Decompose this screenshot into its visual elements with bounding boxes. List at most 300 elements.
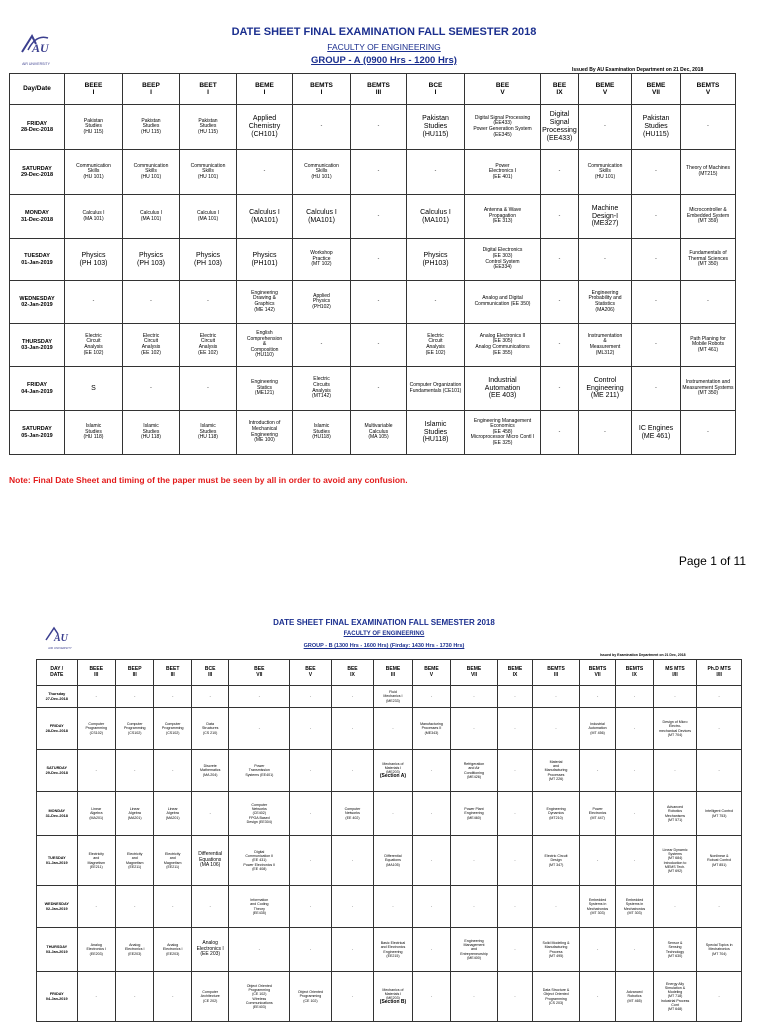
exam-cell: - [412, 686, 450, 708]
exam-cell: - [77, 750, 115, 792]
exam-cell: - [154, 750, 191, 792]
exam-cell: - [180, 367, 237, 411]
exam-cell: - [653, 750, 697, 792]
exam-cell: - [191, 886, 228, 928]
column-header: BEE V [465, 74, 541, 105]
exam-cell: Computer Programming (CS102) [116, 708, 154, 750]
exam-cell: Digital Electronics (EE 303) Control System (EE334) [465, 239, 541, 281]
exam-cell: - [697, 686, 742, 708]
exam-cell: Object Oriented Programming (CE 102) Wireless Communications (EE403) [229, 972, 290, 1022]
exam-cell: Pakistan Studies (HU 115) [123, 105, 180, 150]
exam-cell: Data Structure & Object Oriented Programming (CS 203) [533, 972, 580, 1022]
exam-cell: - [681, 281, 736, 324]
day-date-cell: MONDAY 31-Dec-2018 [37, 792, 78, 836]
exam-cell: Fundamentals of Thermal Sciences (MT 350) [681, 239, 736, 281]
exam-cell: - [632, 195, 681, 239]
exam-cell: Computer Programming (CS102) [154, 708, 191, 750]
exam-cell: - [351, 281, 407, 324]
exam-cell: Engineering Drawing & Graphics (ME 142) [237, 281, 293, 324]
exam-cell: Energy Ally Simulation & Modeling (MT 718) Industrial Process Cont (MT 648) [653, 972, 697, 1022]
exam-cell: - [579, 239, 632, 281]
group-b-table [36, 659, 742, 1022]
table-row [37, 750, 742, 792]
exam-cell: - [697, 972, 742, 1022]
exam-cell: - [293, 105, 351, 150]
exam-cell: - [497, 928, 532, 972]
faculty-title-2: FACULTY OF ENGINEERING [343, 631, 425, 637]
exam-cell: - [412, 972, 450, 1022]
exam-cell: Control Engineering (ME 211) [579, 367, 632, 411]
exam-cell: Computer Programming (CS102) [77, 708, 115, 750]
exam-cell: - [290, 886, 332, 928]
day-date-cell: FRIDAY 04-Jan-2019 [37, 972, 78, 1022]
day-date-cell: FRIDAY 04-Jan-2019 [10, 367, 65, 411]
exam-cell: Calculus I (MA 101) [180, 195, 237, 239]
exam-cell: Electric Circuit Analysis (EE 102) [65, 324, 123, 367]
exam-cell: - [191, 686, 228, 708]
exam-cell: - [154, 972, 191, 1022]
exam-cell: - [351, 195, 407, 239]
table-row [10, 411, 736, 455]
exam-cell: - [579, 836, 615, 886]
exam-cell: Electric Circuit Analysis (EE 102) [180, 324, 237, 367]
exam-cell: - [229, 708, 290, 750]
exam-cell: Physics (PH 103) [123, 239, 180, 281]
column-header: BEE IX [331, 660, 374, 686]
exam-cell: Special Topics in Mechatronics (MT 704) [697, 928, 742, 972]
exam-cell: Computer Networks (CE402) FPGA Based Design (EE304) [229, 792, 290, 836]
exam-cell: Data Structures (CS 210) [191, 708, 228, 750]
day-date-cell: WEDNESDAY 02-Jan-2019 [37, 886, 78, 928]
exam-cell: Islamic Studies (HU 118) [123, 411, 180, 455]
exam-cell: Solid Modeling & Manufacturing Process (MT 495) [533, 928, 580, 972]
exam-cell: Electricity and Magnetism (EE211) [116, 836, 154, 886]
exam-cell: - [616, 928, 653, 972]
table-row [37, 792, 742, 836]
exam-cell: - [331, 972, 374, 1022]
exam-cell: Digital Signal Processing (EE433) Power Generation System (EE345) [465, 105, 541, 150]
exam-cell: - [697, 886, 742, 928]
exam-cell: Linear Dynamic Systems (MT 684) Introduction to MEMS Tech. (MT 692) [653, 836, 697, 886]
exam-cell: Path Planing for Mobile Robots (MT 461) [681, 324, 736, 367]
exam-cell: Pakistan Studies (HU115) [632, 105, 681, 150]
page-gap [0, 520, 768, 580]
exam-cell: - [290, 836, 332, 886]
exam-cell: - [616, 836, 653, 886]
exam-cell: - [451, 686, 498, 708]
exam-cell: Discrete Mathematics (MA 204) [191, 750, 228, 792]
day-date-cell: SATURDAY 29-Dec-2018 [10, 150, 65, 195]
exam-cell: - [123, 367, 180, 411]
exam-cell: - [541, 195, 579, 239]
exam-cell: - [351, 150, 407, 195]
exam-cell: Sensor & Sensing Technology (MT 630) [653, 928, 697, 972]
exam-cell: - [331, 928, 374, 972]
table-row [37, 972, 742, 1022]
exam-cell: - [616, 708, 653, 750]
column-header: BEMTS IX [616, 660, 653, 686]
exam-cell: - [579, 105, 632, 150]
exam-cell: Physics (PH 103) [65, 239, 123, 281]
column-header: BEEP I [123, 74, 180, 105]
exam-cell: - [65, 281, 123, 324]
exam-cell: Digital Communication II (EE 431) Power Electronics II (EE 408) [229, 836, 290, 886]
exam-cell: Electricity and Magnetism (EE211) [77, 836, 115, 886]
exam-cell: Applied Chemistry (CH101) [237, 105, 293, 150]
column-header: BEME I [237, 74, 293, 105]
exam-cell: - [541, 150, 579, 195]
exam-cell: - [632, 150, 681, 195]
exam-cell: Fluid Mechanics I (ME233) [374, 686, 412, 708]
exam-cell: - [533, 886, 580, 928]
column-header: BEE IX [541, 74, 579, 105]
exam-cell: - [293, 324, 351, 367]
exam-cell: - [407, 281, 465, 324]
exam-cell: - [351, 239, 407, 281]
exam-cell: Mechanics of Materials I (ME203) (Section B) [374, 972, 412, 1022]
exam-cell: - [412, 792, 450, 836]
exam-cell: - [412, 836, 450, 886]
exam-cell: Engineering Management Economics (EE 458) Microprocessor Micro Contl I (EE 325) [465, 411, 541, 455]
exam-cell: - [541, 239, 579, 281]
exam-cell: - [497, 972, 532, 1022]
exam-cell: - [632, 367, 681, 411]
exam-cell: Islamic Studies (HU 118) [65, 411, 123, 455]
exam-cell: - [497, 836, 532, 886]
exam-cell: - [451, 886, 498, 928]
exam-cell: Engineering Probability and Statistics (MA206) [579, 281, 632, 324]
exam-cell: Analog Electronics I (EE203) [116, 928, 154, 972]
exam-cell: - [331, 686, 374, 708]
exam-cell: - [351, 324, 407, 367]
table-row [10, 195, 736, 239]
exam-cell: Power Electronics I (EE 401) [465, 150, 541, 195]
exam-cell: Physics (PH101) [237, 239, 293, 281]
exam-cell: - [497, 708, 532, 750]
exam-cell: Analog Electronics I (EE203) [154, 928, 191, 972]
exam-cell: - [331, 750, 374, 792]
table-row [37, 886, 742, 928]
exam-cell: Pakistan Studies (HU115) [407, 105, 465, 150]
page-2 [0, 580, 768, 1024]
exam-cell: - [290, 686, 332, 708]
exam-cell: Power Electronics (MT 447) [579, 792, 615, 836]
exam-cell: Object Oriented Programming (CE 102) [290, 972, 332, 1022]
exam-cell: Computer Architecture (CE 202) [191, 972, 228, 1022]
exam-cell: Design of Micro Electro- mechanical Devices (MT 704) [653, 708, 697, 750]
exam-cell: Communication Skills (HU 101) [123, 150, 180, 195]
column-header: BEME V [579, 74, 632, 105]
column-header: BEEE I [65, 74, 123, 105]
exam-cell: - [116, 686, 154, 708]
day-date-cell: MONDAY 31-Dec-2018 [10, 195, 65, 239]
exam-cell: Introduction of Mechanical Engineering (ME 100) [237, 411, 293, 455]
exam-cell: Islamic Studies (HU 118) [180, 411, 237, 455]
exam-cell: Microcontroller & Embedded System (MT 359) [681, 195, 736, 239]
exam-cell: Islamic Studies (HU118) [293, 411, 351, 455]
exam-cell: Calculus I (MA101) [407, 195, 465, 239]
exam-cell: Calculus I (MA 101) [65, 195, 123, 239]
exam-cell: Workshop Practice (MT 102) [293, 239, 351, 281]
table-row [10, 324, 736, 367]
column-header: MS MTS I/II [653, 660, 697, 686]
exam-cell: Power Plant Engineering (ME460) [451, 792, 498, 836]
exam-cell: Differential Equations (MA105) [374, 836, 412, 886]
table-row [10, 367, 736, 411]
exam-title: DATE SHEET FINAL EXAMINATION FALL SEMESTER 2018 [231, 26, 537, 38]
exam-cell: - [116, 750, 154, 792]
svg-text:AU: AU [32, 41, 49, 55]
exam-cell: Refrigeration and Air Conditioning (ME426) [451, 750, 498, 792]
page-number: Page 1 of 11 [678, 554, 746, 568]
day-date-cell: FRIDAY 28-Dec-2018 [37, 708, 78, 750]
exam-cell: Computer Organization Fundamentals (CE101) [407, 367, 465, 411]
exam-cell: - [541, 367, 579, 411]
exam-cell: - [653, 686, 697, 708]
exam-cell: Analog and Digital Communication (EE 350) [465, 281, 541, 324]
table-row [10, 239, 736, 281]
exam-cell: - [653, 886, 697, 928]
exam-cell: Power Transmission Systems (EE401) [229, 750, 290, 792]
exam-cell: Instrumentation and Measurement Systems (MT 350) [681, 367, 736, 411]
exam-cell: Industrial Automation (MT 456) [579, 708, 615, 750]
exam-cell: Engineering Statics (ME121) [237, 367, 293, 411]
exam-cell: - [180, 281, 237, 324]
exam-cell: - [374, 886, 412, 928]
column-header: BEEP III [116, 660, 154, 686]
group-title-2: GROUP - B (1300 Hrs - 1600 Hrs) (Firday: 1430 Hrs - 1730 Hrs) [303, 643, 465, 649]
exam-cell: Calculus I (MA 101) [123, 195, 180, 239]
exam-cell: - [497, 750, 532, 792]
exam-cell: Electric Circuit Analysis (EE 102) [407, 324, 465, 367]
table-row [10, 150, 736, 195]
column-header: DAY / DATE [37, 660, 78, 686]
exam-cell: Manufacturing Processes II (ME343) [412, 708, 450, 750]
exam-cell: - [579, 928, 615, 972]
note-text: Note: Final Date Sheet and timing of the paper must be seen by all in order to avoid any confusion. [9, 475, 408, 485]
day-date-cell: THURSDAY 03-Jan-2019 [37, 928, 78, 972]
column-header: BEMTS III [533, 660, 580, 686]
exam-cell: Pakistan Studies (HU 115) [180, 105, 237, 150]
exam-cell: - [579, 972, 615, 1022]
day-date-cell: SATURDAY 05-Jan-2019 [10, 411, 65, 455]
exam-cell: - [116, 886, 154, 928]
exam-cell: - [412, 886, 450, 928]
column-header: BEME III [374, 660, 412, 686]
column-header: BEEE III [77, 660, 115, 686]
column-header: BEMTS V [681, 74, 736, 105]
exam-cell: - [497, 686, 532, 708]
exam-cell: Electricity and Magnetism (EE211) [154, 836, 191, 886]
exam-cell: Communication Skills (HU 101) [579, 150, 632, 195]
exam-cell: Machine Design-I (ME327) [579, 195, 632, 239]
exam-cell: - [351, 105, 407, 150]
exam-cell: Information and Coding Theory (EE435) [229, 886, 290, 928]
exam-cell: Differential Equations (MA 106) [191, 836, 228, 886]
exam-cell: - [451, 972, 498, 1022]
exam-cell: Intelligent Control (MT 753) [697, 792, 742, 836]
exam-cell: Electric Circuit Analysis (EE 102) [123, 324, 180, 367]
column-header: BCE III [191, 660, 228, 686]
exam-cell: Advanced Robotics (MT 465) [616, 972, 653, 1022]
exam-cell: - [533, 686, 580, 708]
exam-cell: - [331, 836, 374, 886]
exam-cell: Mechanics of Materials I (ME203) (Section A) [374, 750, 412, 792]
exam-cell: Electric Circuits Analysis (MT142) [293, 367, 351, 411]
logo-caption: AIR UNIVERSITY [22, 62, 50, 66]
exam-cell: Analog Electronics I (EE 203) [191, 928, 228, 972]
day-date-cell: THURSDAY 03-Jan-2019 [10, 324, 65, 367]
exam-cell: Linear Algebra (MA201) [154, 792, 191, 836]
exam-cell: - [154, 886, 191, 928]
exam-cell: - [451, 708, 498, 750]
exam-cell: - [412, 750, 450, 792]
svg-text:AU: AU [54, 633, 68, 644]
exam-cell: - [331, 708, 374, 750]
group-title: GROUP - A (0900 Hrs - 1200 Hrs) [311, 55, 457, 66]
exam-cell: Industrial Automation (EE 403) [465, 367, 541, 411]
exam-cell: - [533, 708, 580, 750]
table-header-row [37, 660, 742, 686]
exam-cell: Multivariable Calculus (MA 105) [351, 411, 407, 455]
exam-cell: Material and Manufacturing Processes (MT 226) [533, 750, 580, 792]
day-date-cell: TUESDAY 01-Jan-2019 [37, 836, 78, 886]
table-row [37, 836, 742, 886]
exam-cell: Calculus I (MA101) [237, 195, 293, 239]
column-header: BEE V [290, 660, 332, 686]
exam-cell: - [681, 105, 736, 150]
group-a-table [9, 73, 736, 455]
table-row [10, 105, 736, 150]
exam-cell: - [77, 886, 115, 928]
exam-cell: - [229, 928, 290, 972]
exam-cell: - [579, 411, 632, 455]
exam-cell: - [541, 281, 579, 324]
exam-cell: Applied Physics (PH102) [293, 281, 351, 324]
table-row [37, 686, 742, 708]
day-date-cell: SATURDAY 29-Dec-2018 [37, 750, 78, 792]
exam-cell: Linear Algebra (MA201) [77, 792, 115, 836]
exam-title-2: DATE SHEET FINAL EXAMINATION FALL SEMESTER 2018 [273, 618, 495, 627]
exam-cell: Antenna & Wave Propagation (EE 313) [465, 195, 541, 239]
column-header: Day/Date [10, 74, 65, 105]
exam-cell: Embedded Systems in Mechatronics (MT 303) [579, 886, 615, 928]
exam-cell: Communication Skills (HU 101) [65, 150, 123, 195]
table-row [37, 928, 742, 972]
exam-cell: Linear Algebra (MA201) [116, 792, 154, 836]
exam-cell: Analog Electronics I (EE203) [77, 928, 115, 972]
column-header: BEME VII [451, 660, 498, 686]
day-date-cell: FRIDAY 28-Dec-2018 [10, 105, 65, 150]
exam-cell: - [681, 411, 736, 455]
exam-cell: - [541, 324, 579, 367]
exam-cell: Physics (PH103) [407, 239, 465, 281]
exam-cell: Nonlinear & Robust Control (MT 851) [697, 836, 742, 886]
exam-cell: - [541, 411, 579, 455]
column-header: BEME V [412, 660, 450, 686]
exam-cell: - [237, 150, 293, 195]
issued-note-2: Issued by Examination Department on 21 Dec, 2018 [600, 653, 686, 657]
column-header: BEE VII [229, 660, 290, 686]
faculty-title: FACULTY OF ENGINEERING [327, 42, 441, 52]
column-header: BEMTS III [351, 74, 407, 105]
exam-cell: - [407, 150, 465, 195]
exam-cell: - [154, 686, 191, 708]
exam-cell: Analog Electronics II (EE 305) Analog Communications (EE 355) [465, 324, 541, 367]
exam-cell: - [374, 792, 412, 836]
logo-caption: AIR UNIVERSITY [48, 646, 72, 650]
exam-cell: Islamic Studies (HU118) [407, 411, 465, 455]
table-header-row [10, 74, 736, 105]
exam-cell: - [632, 324, 681, 367]
exam-cell: - [616, 792, 653, 836]
exam-cell: Communication Skills (HU 101) [180, 150, 237, 195]
exam-cell: Engineering Dynamics (MT210) [533, 792, 580, 836]
day-date-cell: WEDNESDAY 02-Jan-2019 [10, 281, 65, 324]
column-header: BEMTS I [293, 74, 351, 105]
exam-cell: Theory of Machines (MT215) [681, 150, 736, 195]
exam-cell: - [123, 281, 180, 324]
exam-cell: Communication Skills (HU 101) [293, 150, 351, 195]
exam-cell: - [412, 928, 450, 972]
exam-cell: - [697, 750, 742, 792]
exam-cell: - [191, 792, 228, 836]
exam-cell: Physics (PH 103) [180, 239, 237, 281]
exam-cell: - [331, 886, 374, 928]
exam-cell: - [229, 686, 290, 708]
table-row [10, 281, 736, 324]
exam-cell: - [632, 281, 681, 324]
exam-cell: - [290, 708, 332, 750]
column-header: Ph.D MTS I/II [697, 660, 742, 686]
exam-cell: English Comprehension & Composition (HU110) [237, 324, 293, 367]
exam-cell: - [697, 708, 742, 750]
exam-cell: - [451, 836, 498, 886]
exam-cell: - [616, 750, 653, 792]
exam-cell: Digital Signal Processing (EE433) [541, 105, 579, 150]
exam-cell: Instrumentation & Measurement (ML312) [579, 324, 632, 367]
exam-cell: - [632, 239, 681, 281]
exam-cell: - [579, 686, 615, 708]
exam-cell: Pakistan Studies (HU 115) [65, 105, 123, 150]
column-header: BEME VII [632, 74, 681, 105]
exam-cell: - [116, 972, 154, 1022]
column-header: BEMTS VII [579, 660, 615, 686]
day-date-cell: Thursday 27-Dec-2018 [37, 686, 78, 708]
exam-cell: - [77, 972, 115, 1022]
exam-cell: Engineering Management and Entrepreneurship (ME400) [451, 928, 498, 972]
exam-cell: - [351, 367, 407, 411]
exam-cell: - [616, 686, 653, 708]
exam-cell: Computer Networks (EE 402) [331, 792, 374, 836]
column-header: BEET I [180, 74, 237, 105]
column-header: BEME IX [497, 660, 532, 686]
exam-cell: - [290, 928, 332, 972]
exam-cell: Basic Electrical and Electronics Engineering (EE215) [374, 928, 412, 972]
exam-cell: Advanced Robotics Mechanisms (MT 571) [653, 792, 697, 836]
exam-cell: - [579, 750, 615, 792]
exam-cell: - [290, 792, 332, 836]
exam-cell: IC Engines (ME 461) [632, 411, 681, 455]
exam-cell: - [497, 886, 532, 928]
exam-cell: - [77, 686, 115, 708]
exam-cell: - [497, 792, 532, 836]
exam-cell: - [290, 750, 332, 792]
table-row [37, 708, 742, 750]
exam-cell: - [374, 708, 412, 750]
day-date-cell: TUESDAY 01-Jan-2019 [10, 239, 65, 281]
column-header: BEET III [154, 660, 191, 686]
